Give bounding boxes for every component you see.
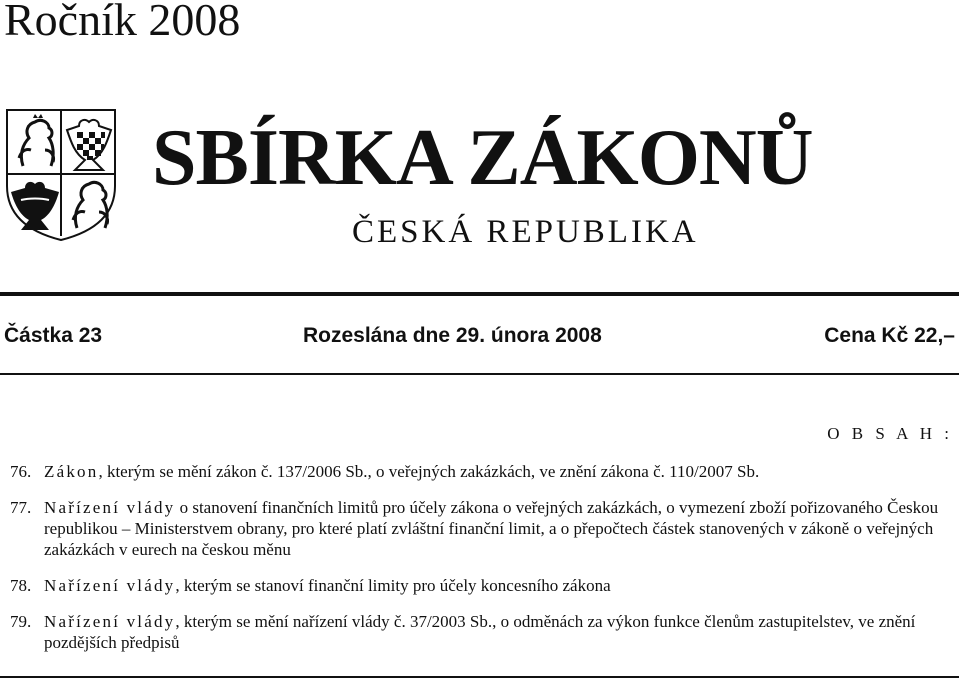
publication-subtitle: ČESKÁ REPUBLIKA [352,214,699,250]
item-text: o stanovení finančních limitů pro účely zákona o veřejných zakázkách, o vymezení zboží pořizovaného Českou republikou – Ministerstvem obrany, pro které platí zvláštní finanční limit, a o přepočtech částek stanovených v zákoně o veřejných zakázkách v eurech na českou měnu [44,498,939,559]
header-divider [0,292,959,296]
year-label: Ročník 2008 [4,0,241,45]
list-item [10,461,956,482]
issue-price: Cena Kč 22,– [824,324,955,347]
item-kind: Nařízení vlády [44,498,176,517]
item-number: 77. [10,498,32,517]
item-kind: Zákon [44,462,99,481]
meta-divider [0,373,959,375]
contents-heading: O B S A H : [827,424,953,443]
item-kind: Nařízení vlády [44,612,176,631]
list-item [10,575,956,596]
item-number: 79. [10,612,32,631]
contents-list [10,461,956,668]
item-text: , kterým se mění zákon č. 137/2006 Sb., o veřejných zakázkách, ve znění zákona č. 110/2007 Sb. [98,462,760,481]
issue-part: Částka 23 [4,324,103,347]
list-item [10,611,956,653]
footer-divider [0,676,959,678]
publication-title: SBÍRKA ZÁKONŮ [152,114,813,202]
list-item [10,497,956,560]
item-number: 76. [10,462,32,481]
item-number: 78. [10,576,32,595]
item-kind: Nařízení vlády [44,576,176,595]
item-text: , kterým se mění nařízení vlády č. 37/2003 Sb., o odměnách za výkon funkce členům zastupitelstev, ve znění pozdějších předpisů [44,612,916,652]
state-coat-of-arms [5,108,117,242]
issue-sent-date: Rozeslána dne 29. února 2008 [303,324,602,347]
item-text: , kterým se stanoví finanční limity pro účely koncesního zákona [175,576,611,595]
